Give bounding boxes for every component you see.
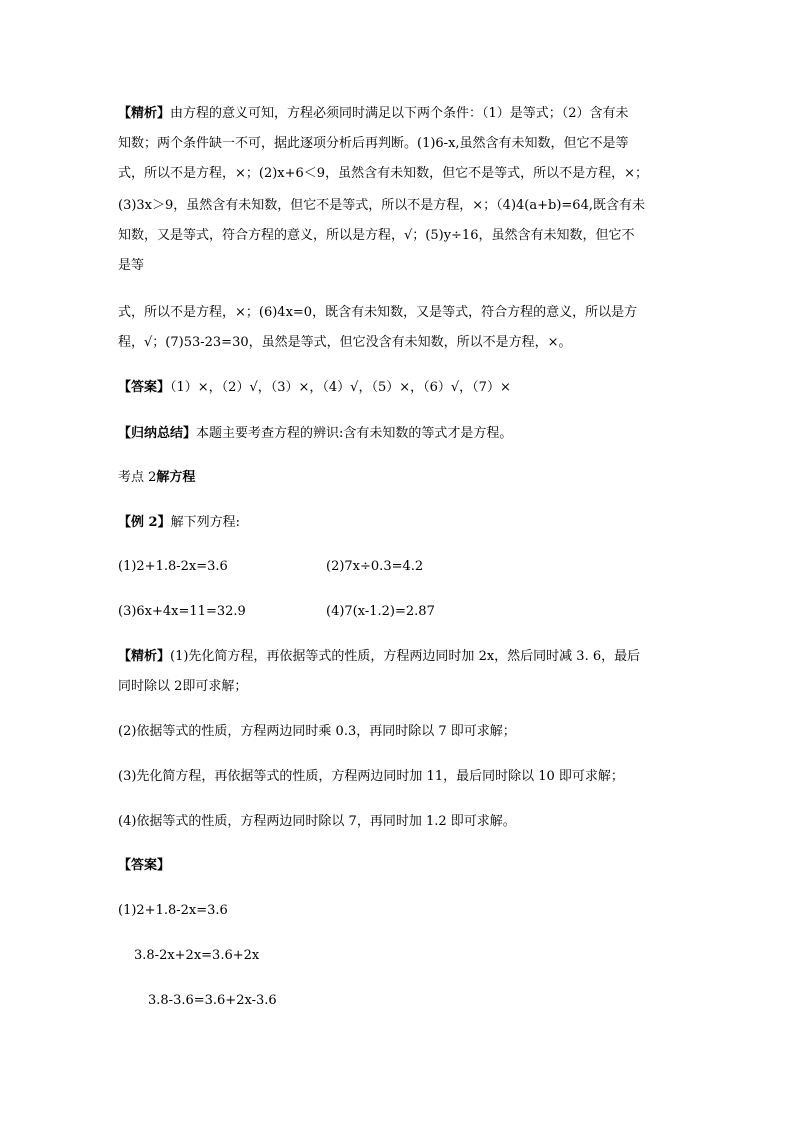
example2-line bbox=[118, 513, 240, 533]
example2-text: 解下列方程: bbox=[170, 515, 240, 530]
analysis1-line-7: 式，所以不是方程，×；(6)4x=0，既含有未知数，又是等式，符合方程的意义，所以是方 bbox=[118, 305, 638, 320]
summary-label: 【归纳总结】 bbox=[118, 426, 197, 441]
analysis1-line-6: 是等 bbox=[118, 258, 145, 273]
analysis-label: 【精析】 bbox=[118, 106, 171, 121]
analysis1-line-2: 知数；两个条件缺一不可，据此逐项分析后再判断。(1)6-x,虽然含有未知数，但它不是等 bbox=[118, 136, 629, 151]
analysis2-line-2: 同时除以 2即可求解； bbox=[118, 679, 248, 694]
answer1-line bbox=[118, 378, 511, 398]
answer2-label: 【答案】 bbox=[118, 858, 171, 873]
analysis1-line-4: (3)3x＞9，虽然含有未知数，但它不是等式，所以不是方程，×；（4)4(a+b)=64,既含有未 bbox=[118, 198, 645, 213]
equation-3: (3)6x+4x=11=32.9 bbox=[118, 604, 246, 619]
answer2-step-1: (1)2+1.8-2x=3.6 bbox=[118, 903, 228, 918]
analysis1-line-8: 程，√；(7)53-23=30，虽然是等式，但它没含有未知数，所以不是方程，×。 bbox=[118, 335, 572, 350]
analysis2-line-3: (2)依据等式的性质，方程两边同时乘 0.3，再同时除以 7 即可求解； bbox=[118, 724, 516, 739]
analysis2-line-5: (4)依据等式的性质，方程两边同时除以 7，再同时加 1.2 即可求解。 bbox=[118, 814, 516, 829]
equations-row-2 bbox=[118, 602, 678, 622]
answer-label: 【答案】 bbox=[118, 380, 171, 395]
equation-2: (2)7x÷0.3=4.2 bbox=[326, 559, 424, 574]
analysis1-line-1: 【精析】由方程的意义可知，方程必须同时满足以下两个条件：（1）是等式；（2）含有未 bbox=[118, 106, 629, 121]
answer2-step-3: 3.8-3.6=3.6+2x-3.6 bbox=[148, 993, 277, 1008]
section-heading: 考点 2解方程 bbox=[118, 470, 196, 485]
analysis2-line-1: 【精析】(1)先化简方程，再依据等式的性质，方程两边同时加 2x，然后同时减 3. 6，最后 bbox=[118, 649, 641, 664]
answer2-step-2: 3.8-2x+2x=3.6+2x bbox=[134, 948, 260, 963]
analysis1-line-5: 知数，又是等式，符合方程的意义，所以是方程，√；(5)y÷16，虽然含有未知数，但它不 bbox=[118, 228, 635, 243]
analysis-label: 【精析】 bbox=[118, 649, 171, 664]
summary-line bbox=[118, 424, 512, 444]
equation-1: (1)2+1.8-2x=3.6 bbox=[118, 559, 228, 574]
analysis1-line-3: 式，所以不是方程，×；(2)x+6＜9，虽然含有未知数，但它不是等式，所以不是方程，×； bbox=[118, 166, 648, 181]
equation-4: (4)7(x-1.2)=2.87 bbox=[326, 604, 435, 619]
analysis2-line-4: (3)先化简方程，再依据等式的性质，方程两边同时加 11，最后同时除以 10 即可求解； bbox=[118, 769, 624, 784]
answer1-text: （1）×，（2）√，（3）×，（4）√，（5）×，（6）√，（7）× bbox=[170, 380, 511, 395]
summary-text: 本题主要考查方程的辨识:含有未知数的等式才是方程。 bbox=[196, 426, 513, 441]
section-title: 解方程 bbox=[156, 470, 196, 485]
equations-row-1 bbox=[118, 557, 678, 577]
example-label: 【例 2】 bbox=[118, 515, 171, 530]
